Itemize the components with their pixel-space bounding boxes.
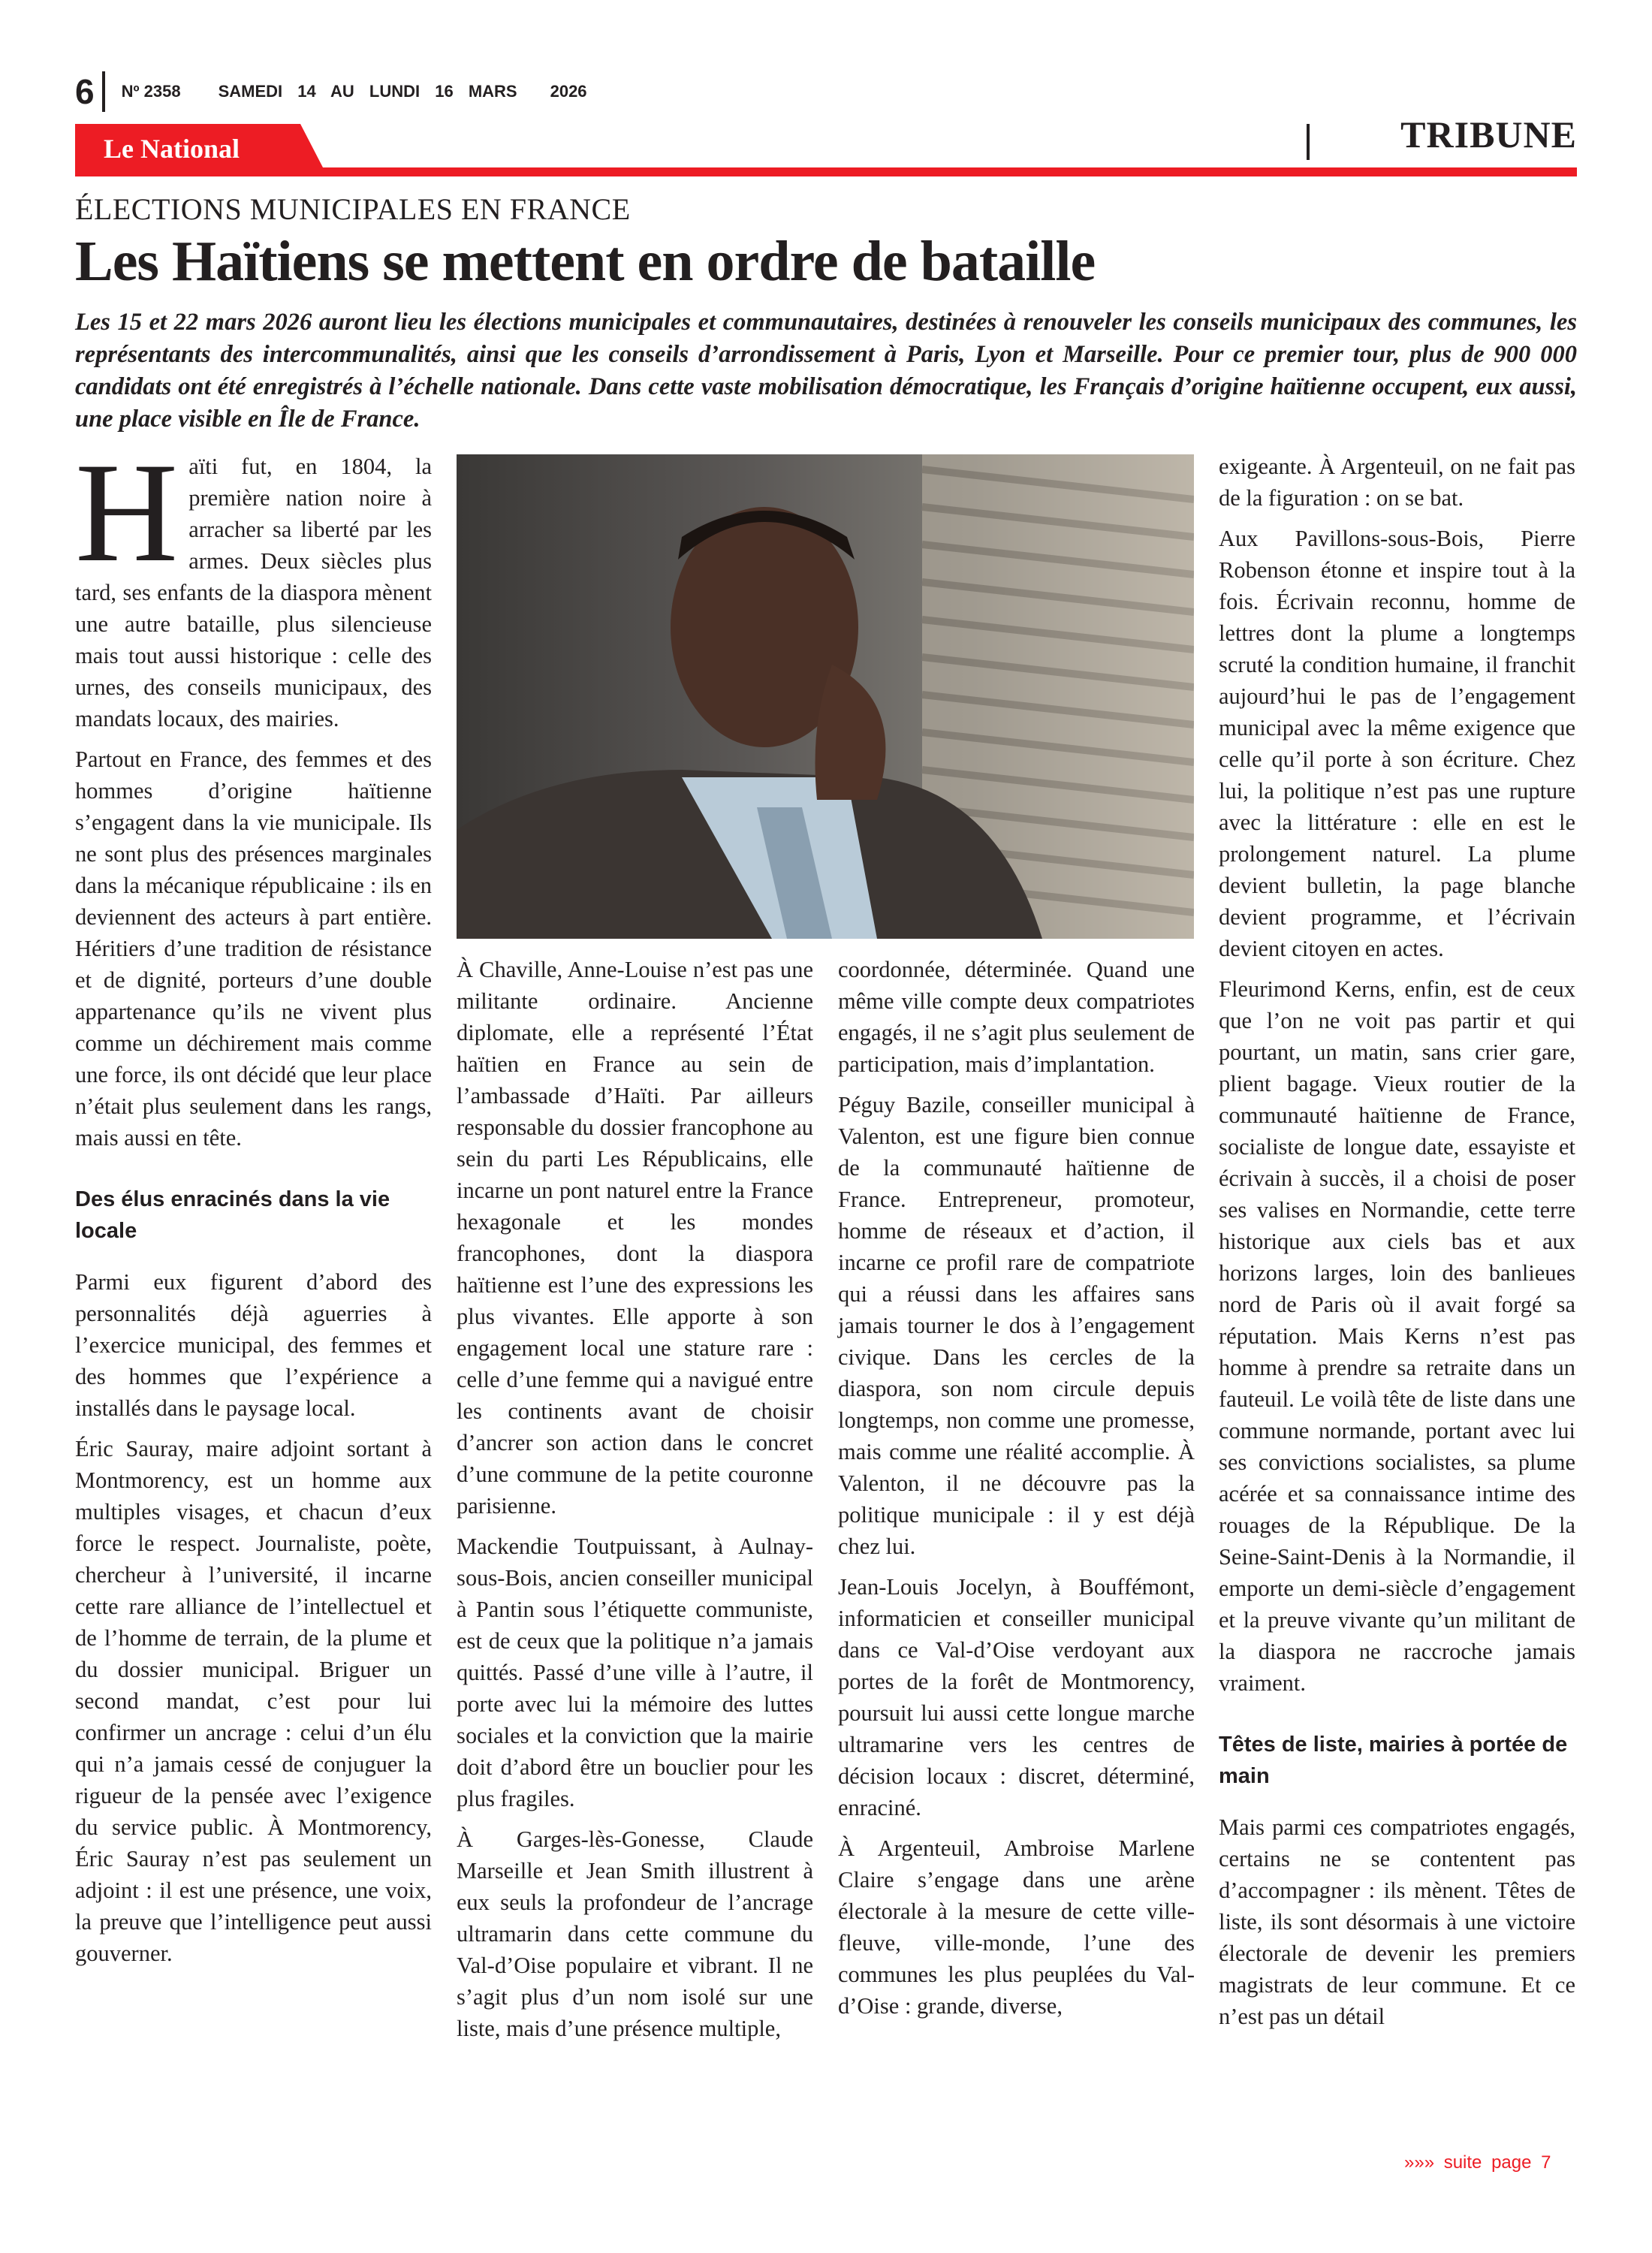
paragraph: Éric Sauray, maire adjoint sortant à Montmorency, est un homme aux multiples visages, et chacun d’eux force le respect. Journaliste, poète, chercheur à l’université, il incarne cette rare alliance de l’intellectuel et de l’homme de terrain, de la plume et du dossier municipal. Briguer un second mandat, c’est pour lui confirmer un ancrage : celui d’un élu qui n’a jamais cessé de conjuguer la rigueur de la pensée avec l’exigence du service public. À Montmorency, Éric Sauray n’est pas seulement un adjoint : il est une présence, une voix, la preuve que l’intelligence peut aussi gouverner. [75, 1436, 432, 1966]
paragraph: Péguy Bazile, conseiller municipal à Valenton, est une figure bien connue de la communauté haïtienne de France. Entrepreneur, promoteur, homme de réseaux et d’action, il incarne ce profil rare de compatriote qui a réussi dans les affaires sans jamais tourner le dos à l’engagement civique. Dans les cercles de la diaspora, son nom circule depuis longtemps, non comme une promesse, mais comme une réalité accomplie. À Valenton, il ne découvre pas la politique municipale : il y est déjà chez lui. [838, 1092, 1195, 1559]
paragraph: Fleurimond Kerns, enfin, est de ceux que l’on ne voit pas partir et qui pourtant, un matin, sans crier gare, plient bagage. Vieux routier de la communauté haïtienne de France, socialiste de longue date, essayiste et écrivain à succès, il a choisi de poser ses valises en Normandie, cette terre historique aux ciels bas et aux horizons larges, loin des banlieues nord de Paris où il avait forgé sa réputation. Mais Kerns n’est pas homme à prendre sa retraite dans un fauteuil. Le voilà tête de liste dans une commune normande, portant avec lui ses convictions socialistes, sa plume acérée et sa connaissance intime des rouages de la République. De la Seine-Saint-Denis à la Normandie, il emporte un demi-siècle d’engagement et la preuve vivante qu’un militant de la diaspora ne raccroche jamais vraiment. [1219, 976, 1575, 1696]
article-kicker: ÉLECTIONS MUNICIPALES EN FRANCE [75, 192, 631, 226]
section-label: TRIBUNE [1400, 113, 1577, 155]
column-3 [838, 954, 1195, 2031]
portrait-image [457, 454, 1194, 939]
subheading: Des élus enracinés dans la vie locale [75, 1187, 390, 1243]
paragraph: coordonnée, déterminée. Quand une même ville compte deux compatriotes engagés, il ne s’agit plus seulement de participation, mais d’implantation. [838, 957, 1195, 1077]
paragraph: À Chaville, Anne-Louise n’est pas une militante ordinaire. Ancienne diplomate, elle a représenté l’État haïtien en France au sein de l’ambassade d’Haïti. Par ailleurs responsable du dossier francophone au sein du parti Les Républicains, elle incarne un pont naturel entre la France hexagonale et les mondes francophones, dont la diaspora haïtienne est l’une des expressions les plus vivantes. Elle apporte à son engagement local une stature rare : celle d’une femme qui a navigué entre les continents avant de choisir d’ancrer son action dans le concret d’une commune de la petite couronne parisienne. [457, 957, 813, 1519]
paragraph: Parmi eux figurent d’abord des personnalités déjà aguerries à l’exercice municipal, des femmes et des hommes que l’expérience a installés dans le paysage local. [75, 1269, 432, 1421]
issue-date: SAMEDI 14 AU LUNDI 16 MARS [218, 82, 517, 101]
column-1 [75, 434, 432, 1978]
paragraph: Aux Pavillons-sous-Bois, Pierre Robenson étonne et inspire tout à la fois. Écrivain reconnu, homme de lettres dont la plume a longtemps scruté la condition humaine, il franchit aujourd’hui le pas de l’engagement municipal avec la même exigence que celle qu’il porte à son écriture. Chez lui, la politique n’est pas une rupture avec la littérature : elle en est le prolongement naturel. La plume devient bulletin, la page blanche devient programme, et l’écrivain devient citoyen en actes. [1219, 526, 1575, 961]
paragraph: Mais parmi ces compatriotes engagés, certains ne se contentent pas d’accompagner : ils mènent. Têtes de liste, ils sont désormais à une victoire électorale de devenir les premiers magistrats de leur commune. Et ce n’est pas un détail [1219, 1814, 1575, 2029]
paragraph: Mackendie Toutpuissant, à Aulnay-sous-Bois, ancien conseiller municipal à Pantin sous l’étiquette communiste, est de ceux que la politique n’a jamais quittés. Passé d’une ville à l’autre, il porte avec lui la mémoire des luttes sociales et la conviction que la mairie doit d’abord être un bouclier pour les plus fragiles. [457, 1534, 813, 1811]
paragraph: exigeante. À Argenteuil, on ne fait pas de la figuration : on se bat. [1219, 454, 1575, 511]
paragraph: Jean-Louis Jocelyn, à Bouffémont, informaticien et conseiller municipal dans ce Val-d’Oise verdoyant aux portes de la forêt de Montmorency, poursuit lui aussi cette longue marche ultramarine vers les centres de décision locaux : discret, déterminé, enraciné. [838, 1574, 1195, 1820]
article-title: Les Haïtiens se mettent en ordre de bataille [75, 230, 1096, 293]
page-number: 6 [75, 71, 105, 112]
page-header [75, 71, 587, 112]
subheading: Têtes de liste, mairies à portée de main [1219, 1733, 1568, 1788]
issue-year: 2026 [550, 82, 587, 101]
drop-cap: H [75, 434, 179, 592]
article-deck: Les 15 et 22 mars 2026 auront lieu les élections municipales et communautaires, destinées à renouveler les conseils municipaux des communes, les représentants des intercommunalités, ainsi que les conseils d’arrondissement à Paris, Lyon et Marseille. Pour ce premier tour, plus de 900 000 candidats ont été enregistrés à l’échelle nationale. Dans cette vaste mobilisation démocratique, les Français d’origine haïtienne occupent, eux aussi, une place visible en Île de France. [75, 309, 1577, 433]
paragraph: À Argenteuil, Ambroise Marlene Claire s’engage dans une arène électorale à la mesure de cette ville-fleuve, ville-monde, l’une des communes les plus peuplées du Val-d’Oise : grande, diverse, [838, 1835, 1195, 2019]
section-divider [1307, 124, 1310, 160]
paragraph: Partout en France, des femmes et des hommes d’origine haïtienne s’engagent dans la vie municipale. Ils ne sont plus des présences marginales dans la mécanique républicaine : ils en deviennent des acteurs à part entière. Héritiers d’une tradition de résistance et de dignité, porteurs d’une double appartenance qu’ils ne vivent plus comme un déchirement mais comme une force, ils ont décidé que leur place n’était plus seulement dans les rangs, mais aussi en tête. [75, 746, 432, 1151]
issue-number: Nº 2358 [121, 82, 181, 101]
brand-logo: Le National [104, 134, 240, 164]
column-2 [457, 954, 813, 2053]
paragraph: Haïti fut, en 1804, la première nation noire à arracher sa liberté par les armes. Deux siècles plus tard, ses enfants de la diaspora mènent une autre bataille, plus silencieuse mais tout aussi historique : celle des urnes, des conseils municipaux, des mandats locaux, des mairies. [75, 434, 432, 731]
article-photo [457, 454, 1194, 939]
paragraph: À Garges-lès-Gonesse, Claude Marseille et Jean Smith illustrent à eux seuls la profondeur de l’ancrage ultramarin dans cette commune du Val-d’Oise populaire et vibrant. Il ne s’agit plus d’un nom isolé sur une liste, mais d’une présence multiple, [457, 1826, 813, 2041]
column-4 [1219, 451, 1575, 2041]
continuation-link[interactable]: »»» suite page 7 [1404, 2152, 1551, 2173]
brand-band [75, 124, 1577, 176]
